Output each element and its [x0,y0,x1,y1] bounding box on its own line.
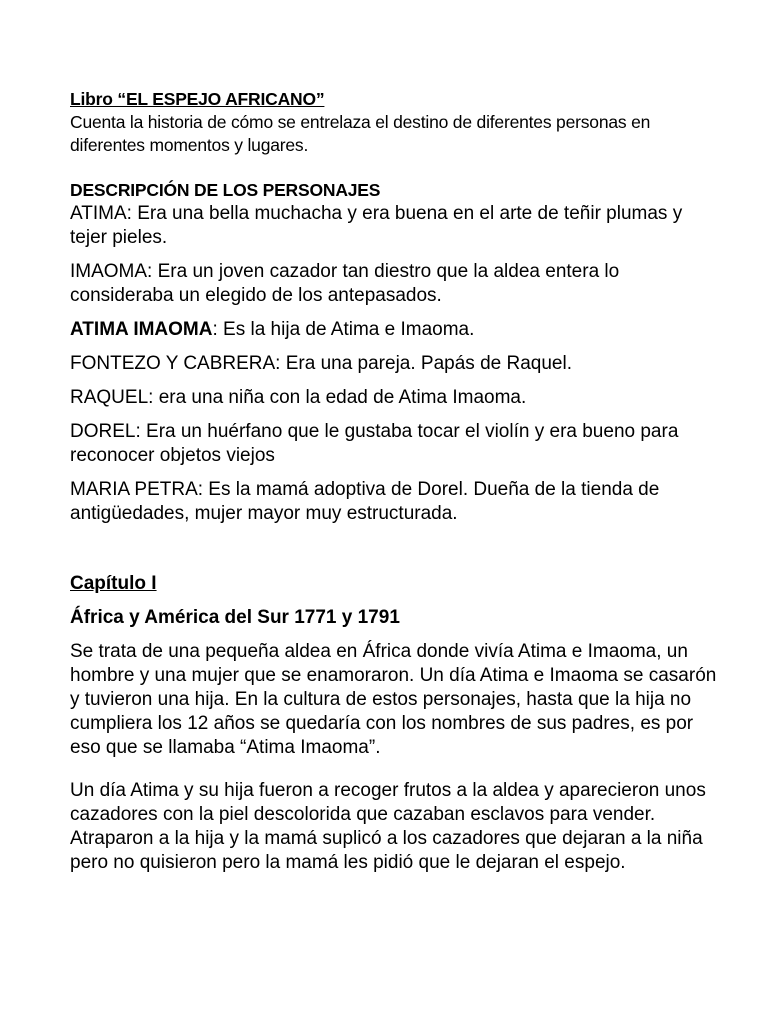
chapter-paragraph: Se trata de una pequeña aldea en África donde vivía Atima e Imaoma, un hombre y una mujer que se enamoraron. Un día Atima e Imaoma se casarón y tuvieron una hija. En la cultura de estos personajes, hasta que la hija no cumpliera los 12 años se quedaría con los nombres de sus padres, es por eso que se llamaba “Atima Imaoma”. [70,641,717,758]
chapter-subtitle: África y América del Sur 1771 y 1791 [70,607,400,628]
chapter-heading: Capítulo I [70,573,157,594]
book-title: Libro “EL ESPEJO AFRICANO” [70,89,325,109]
character-atima-imaoma [70,318,720,342]
character-description: IMAOMA: Era un joven cazador tan diestro que la aldea entera lo consideraba un elegido de los antepasados. [70,261,620,306]
character-imaoma [70,260,720,308]
character-list [70,202,720,526]
character-description: ATIMA: Era una bella muchacha y era buena en el arte de teñir plumas y tejer pieles. [70,203,683,248]
character-description: DOREL: Era un huérfano que le gustaba tocar el violín y era bueno para reconocer objetos viejos [70,421,679,466]
character-maria-petra [70,478,720,526]
character-raquel [70,386,720,410]
character-description: : Es la hija de Atima e Imaoma. [212,319,475,340]
character-description: MARIA PETRA: Es la mamá adoptiva de Dorel. Dueña de la tienda de antigüedades, mujer mayor muy estructurada. [70,479,660,524]
characters-heading: DESCRIPCIÓN DE LOS PERSONAJES [70,180,381,200]
book-header [70,88,720,157]
book-summary: Cuenta la historia de cómo se entrelaza el destino de diferentes personas en diferentes momentos y lugares. [70,112,651,155]
character-name: ATIMA IMAOMA [70,319,213,340]
character-fontezo-cabrera [70,352,720,376]
chapter-paragraph: Un día Atima y su hija fueron a recoger frutos a la aldea y aparecieron unos cazadores con la piel descolorida que cazaban esclavos para vender. Atraparon a la hija y la mamá suplicó a los cazadores que dejaran a la niña pero no quisieron pero la mamá les pidió que le dejaran el espejo. [70,780,706,873]
character-atima [70,202,720,250]
character-dorel [70,420,720,468]
character-description: FONTEZO Y CABRERA: Era una pareja. Papás de Raquel. [70,353,572,374]
character-description: RAQUEL: era una niña con la edad de Atima Imaoma. [70,387,527,408]
document-page [70,88,720,894]
